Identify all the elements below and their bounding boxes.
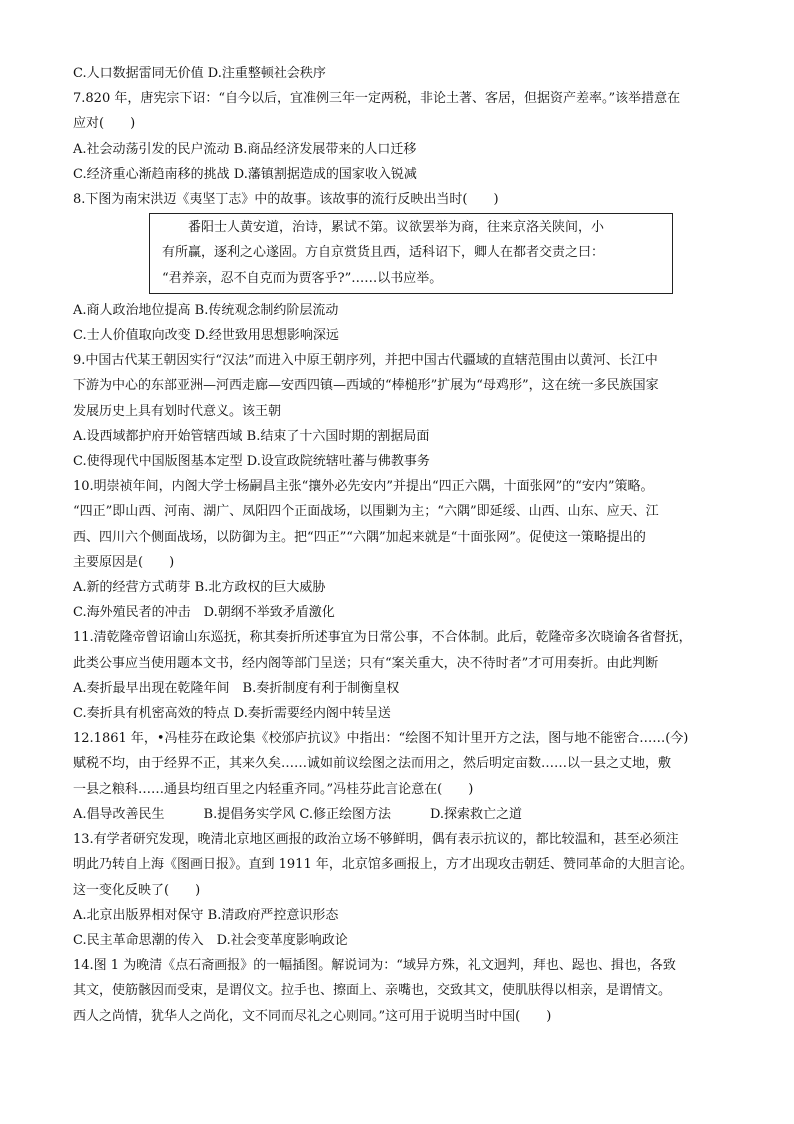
stem-line: 此类公事应当使用题本文书，经内阁等部门呈送；只有“案关重大，决不待时者”才可用奏折。由此判断	[73, 655, 659, 671]
question-9-options-cd: C.使得现代中国版图基本定型 D.设宣政院统辖吐蕃与佛教事务	[73, 454, 430, 470]
quote-line: “君养亲，忍不自克而为贾客乎?”……以书应举。	[162, 270, 443, 286]
question-8-stem: 8.下图为南宋洪迈《夷坚丁志》中的故事。该故事的流行反映出当时( )	[73, 192, 499, 208]
question-13-options-cd: C.民主革命思潮的传入 D.社会变革度影响政论	[73, 932, 348, 948]
stem-line: 这一变化反映了( )	[73, 882, 201, 898]
stem-line: 明此乃转自上海《图画日报》。直到 1911 年，北京馆多画报上，方才出现攻击朝廷、赞同革命的大胆言论。	[73, 857, 693, 873]
stem-line: 9.中国古代某王朝因实行“汉法”而进入中原王朝序列，并把中国古代疆域的直辖范围由以黄河、长江中	[73, 353, 658, 369]
stem-line: 14.图 1 为晚清《点石斋画报》的一幅插图。解说词为：“域异方殊，礼文迥判，拜也、跽也、揖也，各致	[73, 958, 676, 974]
quote-line: 有所赢，逐利之心遂固。方自京赏货且西，适科诏下，卿人在都者交责之曰：	[162, 245, 605, 261]
stem-line: 主要原因是( )	[73, 554, 175, 570]
question-7	[73, 86, 729, 187]
question-7-options-cd: C.经济重心渐趋南移的挑战 D.藩镇割据造成的国家收入锐减	[73, 166, 417, 182]
stem-line: 其文，使筋骸因而受束，是谓仪文。拉手也、擦面上、亲嘴也，交致其文，使肌肤得以相亲，是谓情文。	[73, 983, 672, 999]
quote-line: 番阳士人黄安道，治诗，累试不第。议欲罢举为商，往来京洛关陕间，小	[188, 220, 605, 236]
question-9-options-ab: A.设西域都护府开始管辖西域 B.结束了十六国时期的割据局面	[73, 428, 430, 444]
stem-line: 应对( )	[73, 116, 136, 132]
question-13-options-ab: A.北京出版界相对保守 B.清政府严控意识形态	[73, 907, 339, 923]
question-12-options: A.倡导改善民生 B.提倡务实学风 C.修正绘图方法 D.探索救亡之道	[73, 806, 523, 822]
question-8-options-cd: C.士人价值取向改变 D.经世致用思想影响深远	[73, 328, 339, 344]
question-9	[73, 348, 729, 474]
carry-over-options: C.人口数据雷同无价值 D.注重整顿社会秩序	[73, 66, 326, 81]
question-13-stem	[73, 827, 729, 903]
stem-line: 13.有学者研究发现，晚清北京地区画报的政治立场不够鲜明，偶有表示抗议的，都比较温和，甚至必须注	[73, 832, 679, 848]
question-12-stem	[73, 726, 729, 802]
question-8	[73, 187, 729, 348]
stem-line: 西人之尚情，犹华人之尚化，文不同而尽礼之心则同。”这可用于说明当时中国( )	[73, 1008, 552, 1024]
stem-line: 发展历史上具有划时代意义。该王朝	[73, 403, 282, 419]
stem-line: 一县之粮科……通县均纽百里之内轻重齐同。”冯桂芬此言论意在( )	[73, 781, 474, 797]
stem-line: 西、四川六个侧面战场，以防御为主。把“四正”“六隅”加起来就是“十面张网”。促使这一策略提出的	[73, 529, 646, 545]
question-14-stem	[73, 953, 729, 1029]
question-14	[73, 953, 729, 1029]
question-7-options-ab: A.社会动荡引发的民户流动 B.商品经济发展带来的人口迁移	[73, 141, 417, 157]
question-10-options-cd: C.海外殖民者的冲击 D.朝纲不举致矛盾激化	[73, 605, 335, 621]
question-9-stem	[73, 348, 729, 424]
stem-line: 11.清乾隆帝曾诏谕山东巡抚，称其奏折所述事宜为日常公事，不合体制。此后，乾隆帝多次晓谕各省督抚，	[73, 630, 692, 646]
question-10-stem	[73, 474, 729, 575]
question-12	[73, 726, 729, 827]
stem-line: 10.明崇祯年间，内阁大学士杨嗣昌主张“攘外必先安内”并提出“四正六隅，十面张网”的“安内”策略。	[73, 479, 654, 495]
stem-line: 下游为中心的东部亚洲—河西走廊—安西四镇—西域的“棒槌形”扩展为“母鸡形”，这在统一多民族国家	[73, 378, 659, 394]
question-11-options-cd: C.奏折具有机密高效的特点 D.奏折需要经内阁中转呈送	[73, 706, 391, 722]
question-8-quote-box	[149, 213, 673, 294]
question-13	[73, 827, 729, 953]
question-10	[73, 474, 729, 625]
question-11-stem	[73, 625, 729, 675]
stem-line: 赋税不均，由于经界不正，其来久矣……诚如前议绘图之法而用之，然后明定亩数……以一县之丈地，敷	[73, 756, 672, 772]
stem-line: 7.820 年，唐宪宗下诏：“自今以后，宜准例三年一定两税，非论土著、客居，但据资产差率。”该举措意在	[73, 91, 681, 107]
question-11-options-ab: A.奏折最早出现在乾隆年间 B.奏折制度有利于制衡皇权	[73, 680, 400, 696]
stem-line: 12.1861 年，•冯桂芬在政论集《校邠庐抗议》中指出：“绘图不知计里开方之法，图与地不能密合……(今)	[73, 731, 689, 747]
question-11	[73, 625, 729, 726]
question-10-options-ab: A.新的经营方式萌芽 B.北方政权的巨大威胁	[73, 580, 326, 596]
stem-line: “四正”即山西、河南、湖广、凤阳四个正面战场，以围剿为主；“六隅”即延绥、山西、山东、应天、江	[73, 504, 659, 520]
question-8-options-ab: A.商人政治地位提高 B.传统观念制约阶层流动	[73, 302, 339, 318]
question-7-stem	[73, 86, 729, 136]
exam-page	[73, 61, 729, 1029]
